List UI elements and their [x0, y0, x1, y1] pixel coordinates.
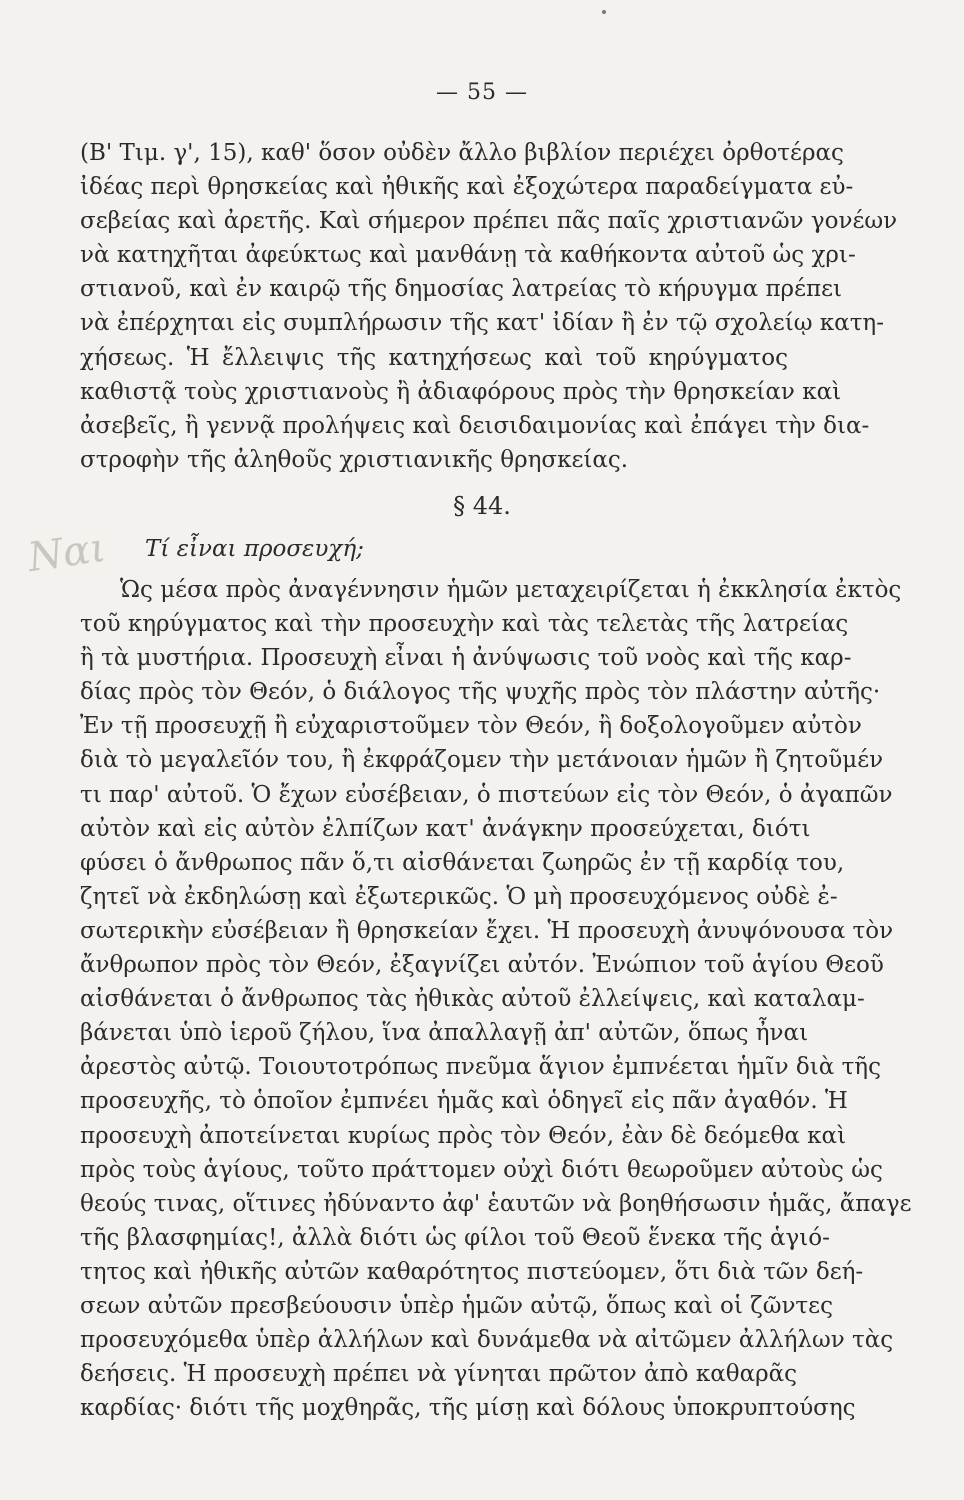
text-line: σωτερικὴν εὐσέβειαν ἢ θρησκείαν ἔχει. Ἡ προσευχὴ ἀνυψόνουσα τὸν: [80, 917, 894, 944]
text-line: ἰδέας περὶ θρησκείας καὶ ἠθικῆς καὶ ἐξοχώτερα παραδείγματα εὐ-: [80, 174, 854, 201]
text-line: νὰ κατηχῆται ἀφεύκτως καὶ μανθάνῃ τὰ καθήκοντα αὐτοῦ ὡς χρι-: [80, 242, 856, 269]
text-line: τῆς βλασφημίας!, ἀλλὰ διότι ὡς φίλοι τοῦ Θεοῦ ἕνεκα τῆς ἁγιό-: [80, 1224, 830, 1251]
text-line: τοῦ κηρύγματος καὶ τὴν προσευχὴν καὶ τὰς τελετὰς τῆς λατρείας: [80, 611, 849, 638]
section-heading: Τί εἶναι προσευχή;: [145, 536, 364, 562]
text-line: στιανοῦ, καὶ ἐν καιρῷ τῆς δημοσίας λατρείας τὸ κήρυγμα πρέπει: [80, 276, 843, 303]
paragraph-prayer: [80, 573, 912, 1425]
text-line: ἀσεβεῖς, ἢ γεννᾷ προλήψεις καὶ δεισιδαιμονίας καὶ ἐπάγει τὴν δια-: [80, 412, 870, 439]
text-line: τητος καὶ ἠθικῆς αὐτῶν καθαρότητος πιστεύομεν, ὅτι διὰ τῶν δεή-: [80, 1258, 864, 1285]
text-line: προσευχὴ ἀποτείνεται κυρίως πρὸς τὸν Θεόν, ἐὰν δὲ δεόμεθα καὶ: [80, 1122, 847, 1149]
text-line: (Β' Τιμ. γ', 15), καθ' ὅσον οὐδὲν ἄλλο βιβλίον περιέχει ὀρθοτέρας: [80, 140, 844, 166]
text-line: ἄνθρωπον πρὸς τὸν Θεόν, ἐξαγνίζει αὐτόν. Ἐνώπιον τοῦ ἁγίου Θεοῦ: [80, 952, 884, 979]
section-number: § 44.: [453, 492, 511, 520]
paragraph-catechism: [80, 136, 898, 477]
text-line: φύσει ὁ ἄνθρωπος πᾶν ὅ,τι αἰσθάνεται ζωηρῶς ἐν τῇ καρδίᾳ του,: [80, 849, 845, 876]
text-line: ζητεῖ νὰ ἐκδηλώσῃ καὶ ἐξωτερικῶς. Ὁ μὴ προσευχόμενος οὐδὲ ἐ-: [80, 883, 838, 910]
text-line: Ὡς μέσα πρὸς ἀναγέννησιν ἡμῶν μεταχειρίζεται ἡ ἐκκλησία ἐκτὸς: [120, 577, 902, 603]
ink-speck: [602, 10, 606, 14]
text-line: πρὸς τοὺς ἁγίους, τοῦτο πράττομεν οὐχὶ διότι θεωροῦμεν αὐτοὺς ὡς: [80, 1156, 883, 1183]
page-number: — 55 —: [436, 80, 528, 105]
text-line: αὐτὸν καὶ εἰς αὐτὸν ἐλπίζων κατ' ἀνάγκην προσεύχεται, διότι: [80, 815, 811, 842]
text-line: βάνεται ὑπὸ ἱεροῦ ζήλου, ἵνα ἀπαλλαγῇ ἀπ' αὐτῶν, ὅπως ἦναι: [80, 1020, 809, 1047]
text-line: προσευχῆς, τὸ ὁποῖον ἐμπνέει ἡμᾶς καὶ ὁδηγεῖ εἰς πᾶν ἀγαθόν. Ἡ: [80, 1088, 848, 1115]
text-line: νὰ ἐπέρχηται εἰς συμπλήρωσιν τῆς κατ' ἰδίαν ἢ ἐν τῷ σχολείῳ κατη-: [80, 310, 884, 337]
text-line: τι παρ' αὐτοῦ. Ὁ ἔχων εὐσέβειαν, ὁ πιστεύων εἰς τὸν Θεόν, ὁ ἀγαπῶν: [80, 781, 893, 808]
text-line: αἰσθάνεται ὁ ἄνθρωπος τὰς ἠθικὰς αὐτοῦ ἐλλείψεις, καὶ καταλαμ-: [80, 986, 865, 1013]
text-line: δεήσεις. Ἡ προσευχὴ πρέπει νὰ γίνηται πρῶτον ἀπὸ καθαρᾶς: [80, 1361, 798, 1388]
text-line: ἢ τὰ μυστήρια. Προσευχὴ εἶναι ἡ ἀνύψωσις τοῦ νοὸς καὶ τῆς καρ-: [80, 645, 852, 672]
text-line: προσευχόμεθα ὑπὲρ ἀλλήλων καὶ δυνάμεθα νὰ αἰτῶμεν ἀλλήλων τὰς: [80, 1327, 894, 1354]
text-line: σεων αὐτῶν πρεσβεύουσιν ὑπὲρ ἡμῶν αὐτῷ, ὅπως καὶ οἱ ζῶντες: [80, 1292, 833, 1319]
text-line: στροφὴν τῆς ἀληθοῦς χριστιανικῆς θρησκείας.: [80, 446, 629, 473]
text-line: χήσεως. Ἡ ἔλλειψις τῆς κατηχήσεως καὶ τοῦ κηρύγματος: [80, 344, 788, 371]
text-line: δίας πρὸς τὸν Θεόν, ὁ διάλογος τῆς ψυχῆς πρὸς τὸν πλάστην αὐτῆς·: [80, 679, 881, 706]
text-line: θεούς τινας, οἵτινες ἠδύναντο ἀφ' ἑαυτῶν νὰ βοηθήσωσιν ἡμᾶς, ἄπαγε: [80, 1190, 912, 1217]
text-line: ἀρεστὸς αὐτῷ. Τοιουτοτρόπως πνεῦμα ἅγιον ἐμπνέεται ἡμῖν διὰ τῆς: [80, 1054, 881, 1081]
handwritten-margin-note: Ναι: [25, 524, 109, 582]
text-line: καθιστᾷ τοὺς χριστιανοὺς ἢ ἀδιαφόρους πρὸς τὴν θρησκείαν καὶ: [80, 378, 842, 405]
text-line: σεβείας καὶ ἀρετῆς. Καὶ σήμερον πρέπει πᾶς παῖς χριστιανῶν γονέων: [80, 208, 898, 235]
text-line: καρδίας· διότι τῆς μοχθηρᾶς, τῆς μίσῃ καὶ δόλους ὑποκρυπτούσης: [80, 1395, 856, 1422]
text-line: διὰ τὸ μεγαλεῖόν του, ἢ ἐκφράζομεν τὴν μετάνοιαν ἡμῶν ἢ ζητοῦμέν: [80, 747, 884, 774]
text-line: Ἐν τῇ προσευχῇ ἢ εὐχαριστοῦμεν τὸν Θεόν, ἢ δοξολογοῦμεν αὐτὸν: [80, 713, 862, 740]
